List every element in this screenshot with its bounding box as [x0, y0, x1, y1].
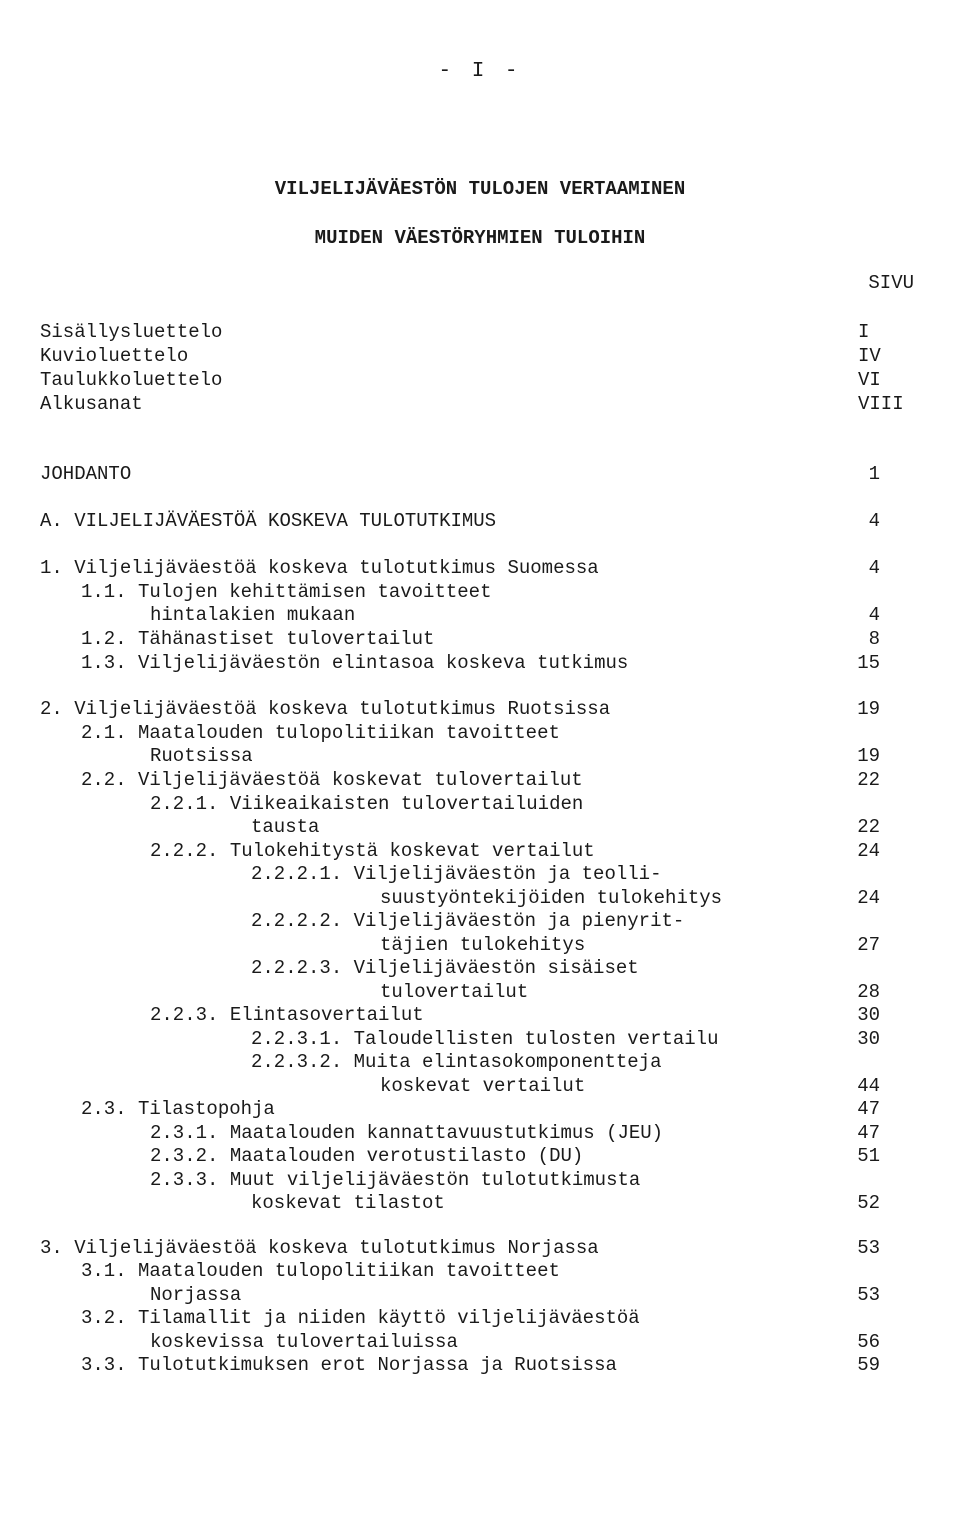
- toc-entry-title: 2.2.3. Elintasovertailut: [150, 1004, 424, 1026]
- toc-entry-page: 30: [857, 1028, 880, 1050]
- toc-entry: [0, 1191, 960, 1215]
- toc-entry-page: 53: [857, 1237, 880, 1259]
- toc-entry: [0, 744, 960, 768]
- toc-entry-page: 53: [857, 1284, 880, 1306]
- toc-entry: [0, 1074, 960, 1098]
- toc-entry-page: 44: [857, 1075, 880, 1097]
- toc-entry-title: tausta: [251, 816, 320, 838]
- toc-entry-title: 2.2.3.2. Muita elintasokomponentteja: [251, 1051, 662, 1073]
- toc-entry: [0, 1050, 960, 1074]
- toc-entry-page: 22: [857, 816, 880, 838]
- toc-entry: [0, 1003, 960, 1027]
- toc-entry: [0, 392, 960, 416]
- document-title-line-1: VILJELIJÄVÄESTÖN TULOJEN VERTAAMINEN: [274, 178, 686, 200]
- toc-entry-title: 3.1. Maatalouden tulopolitiikan tavoitteet: [81, 1260, 560, 1282]
- toc-entry: [0, 580, 960, 604]
- toc-entry-page: 1: [868, 463, 880, 485]
- toc-entry-page: 4: [868, 604, 880, 626]
- toc-entry-title: tulovertailut: [380, 981, 529, 1003]
- toc-entry-page: 56: [857, 1331, 880, 1353]
- toc-entry-title: koskevissa tulovertailuissa: [150, 1331, 458, 1353]
- toc-entry-page: 22: [857, 769, 880, 791]
- toc-entry: [0, 320, 960, 344]
- toc-entry-page: 52: [857, 1192, 880, 1214]
- toc-entry-page: VI: [858, 369, 881, 391]
- toc-entry-title: 2.2.2.2. Viljelijäväestön ja pienyrit-: [251, 910, 685, 932]
- toc-entry-page: 28: [857, 981, 880, 1003]
- toc-entry-title: A. VILJELIJÄVÄESTÖÄ KOSKEVA TULOTUTKIMUS: [40, 510, 497, 532]
- toc-entry: [0, 1283, 960, 1307]
- toc-entry: [0, 1236, 960, 1260]
- toc-entry-page: 24: [857, 840, 880, 862]
- toc-entry: [0, 344, 960, 368]
- toc-entry-title: 2.2.2.1. Viljelijäväestön ja teolli-: [251, 863, 662, 885]
- toc-entry: [0, 768, 960, 792]
- toc-entry-page: 8: [868, 628, 880, 650]
- toc-entry: [0, 462, 960, 486]
- toc-entry-title: 1.2. Tähänastiset tulovertailut: [81, 628, 435, 650]
- toc-entry: [0, 1027, 960, 1051]
- toc-entry-page: 4: [868, 510, 880, 532]
- toc-entry: [0, 651, 960, 675]
- toc-entry-page: 47: [857, 1098, 880, 1120]
- toc-entry-title: Alkusanat: [40, 393, 143, 415]
- toc-entry: [0, 956, 960, 980]
- toc-entry-title: 1.3. Viljelijäväestön elintasoa koskeva tutkimus: [81, 652, 629, 674]
- toc-entry-page: 24: [857, 887, 880, 909]
- toc-entry-title: 2.2.2. Tulokehitystä koskevat vertailut: [150, 840, 595, 862]
- toc-entry-title: JOHDANTO: [40, 463, 132, 485]
- toc-entry: [0, 909, 960, 933]
- toc-entry-title: 2.2.1. Viikeaikaisten tulovertailuiden: [150, 793, 584, 815]
- toc-entry: [0, 627, 960, 651]
- toc-entry-title: 2.2.3.1. Taloudellisten tulosten vertailu: [251, 1028, 719, 1050]
- toc-entry-title: 2.2. Viljelijäväestöä koskevat tulovertailut: [81, 769, 583, 791]
- toc-entry: [0, 556, 960, 580]
- toc-entry-page: 19: [857, 745, 880, 767]
- toc-entry-title: 2.2.2.3. Viljelijäväestön sisäiset: [251, 957, 639, 979]
- toc-entry-page: 19: [857, 698, 880, 720]
- toc-entry: [0, 368, 960, 392]
- toc-entry: [0, 1144, 960, 1168]
- toc-entry-page: 4: [868, 557, 880, 579]
- toc-entry: [0, 792, 960, 816]
- toc-entry-page: 15: [857, 652, 880, 674]
- toc-entry: [0, 862, 960, 886]
- toc-entry: [0, 1330, 960, 1354]
- toc-entry: [0, 721, 960, 745]
- toc-entry: [0, 603, 960, 627]
- toc-entry-title: 1.1. Tulojen kehittämisen tavoitteet: [81, 581, 492, 603]
- toc-entry: [0, 980, 960, 1004]
- page-number: - I -: [438, 60, 522, 83]
- toc-entry-title: Norjassa: [150, 1284, 242, 1306]
- toc-entry-page: 51: [857, 1145, 880, 1167]
- toc-entry-title: Taulukkoluettelo: [40, 369, 223, 391]
- toc-entry-page: 47: [857, 1122, 880, 1144]
- toc-entry-title: koskevat vertailut: [380, 1075, 586, 1097]
- toc-entry-page: 27: [857, 934, 880, 956]
- toc-entry-title: 1. Viljelijäväestöä koskeva tulotutkimus Suomessa: [40, 557, 599, 579]
- toc-entry: [0, 839, 960, 863]
- toc-entry-title: Kuvioluettelo: [40, 345, 189, 367]
- toc-entry: [0, 697, 960, 721]
- toc-entry-page: 59: [857, 1354, 880, 1376]
- toc-entry-title: 3.3. Tulotutkimuksen erot Norjassa ja Ruotsissa: [81, 1354, 617, 1376]
- toc-entry: [0, 1306, 960, 1330]
- toc-entry-title: täjien tulokehitys: [380, 934, 586, 956]
- toc-entry-title: 2.1. Maatalouden tulopolitiikan tavoitteet: [81, 722, 560, 744]
- page-column-header: SIVU: [868, 272, 914, 294]
- toc-entry-title: 3.2. Tilamallit ja niiden käyttö viljelijäväestöä: [81, 1307, 640, 1329]
- toc-entry-page: IV: [858, 345, 881, 367]
- toc-entry-title: 2.3.1. Maatalouden kannattavuustutkimus (JEU): [150, 1122, 664, 1144]
- toc-entry: [0, 1353, 960, 1377]
- toc-entry-title: 2.3.3. Muut viljelijäväestön tulotutkimusta: [150, 1169, 641, 1191]
- toc-entry: [0, 1121, 960, 1145]
- toc-entry: [0, 933, 960, 957]
- toc-entry: [0, 815, 960, 839]
- toc-entry-title: 2.3. Tilastopohja: [81, 1098, 275, 1120]
- document-title-line-2: MUIDEN VÄESTÖRYHMIEN TULOIHIN: [314, 227, 646, 249]
- toc-entry-title: 2. Viljelijäväestöä koskeva tulotutkimus Ruotsissa: [40, 698, 611, 720]
- toc-entry: [0, 886, 960, 910]
- toc-entry-title: 3. Viljelijäväestöä koskeva tulotutkimus Norjassa: [40, 1237, 599, 1259]
- toc-entry-title: hintalakien mukaan: [150, 604, 356, 626]
- toc-entry-title: suustyöntekijöiden tulokehitys: [380, 887, 723, 909]
- toc-entry-page: VIII: [858, 393, 904, 415]
- toc-entry: [0, 509, 960, 533]
- toc-entry-title: Sisällysluettelo: [40, 321, 223, 343]
- toc-entry-page: 30: [857, 1004, 880, 1026]
- toc-entry: [0, 1259, 960, 1283]
- toc-entry-page: I: [858, 321, 870, 343]
- toc-entry: [0, 1097, 960, 1121]
- toc-entry-title: koskevat tilastot: [251, 1192, 445, 1214]
- toc-entry: [0, 1168, 960, 1192]
- toc-entry-title: 2.3.2. Maatalouden verotustilasto (DU): [150, 1145, 584, 1167]
- toc-entry-title: Ruotsissa: [150, 745, 253, 767]
